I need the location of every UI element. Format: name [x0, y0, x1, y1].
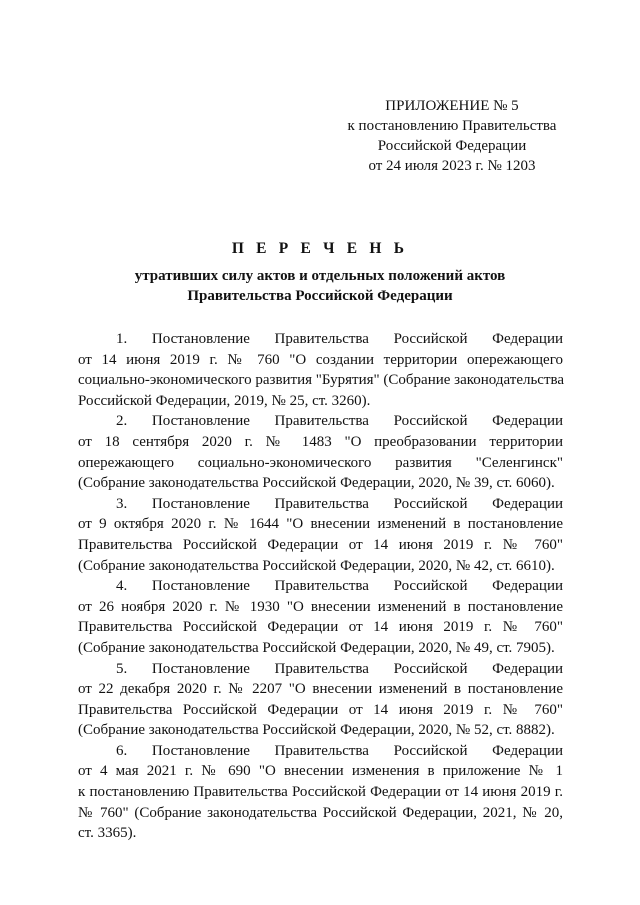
- list-item-line: к постановлению Правительства Российской Федерации от 14 июня 2019 г.: [78, 784, 563, 801]
- acts-list: [78, 329, 563, 844]
- list-item-line: (Собрание законодательства Российской Федерации, 2020, № 39, ст. 6060).: [78, 475, 555, 492]
- list-item-line: 1. Постановление Правительства Российской Федерации: [116, 331, 563, 347]
- list-item-line: социально-экономического развития "Бурятия" (Собрание законодательства: [78, 372, 565, 389]
- list-item-line: Правительства Российской Федерации от 14 июня 2019 г. № 760": [78, 536, 563, 553]
- document-title: П Е Р Е Ч Е Н Ь: [231, 240, 409, 257]
- list-item-line: Российской Федерации, 2019, № 25, ст. 3260).: [78, 392, 371, 409]
- list-item-line: Правительства Российской Федерации от 14 июня 2019 г. № 760": [78, 701, 563, 718]
- subtitle-line-1: утративших силу актов и отдельных положений актов: [134, 268, 506, 284]
- appendix-date-number: от 24 июля 2023 г. № 1203: [368, 158, 536, 174]
- list-item-line: от 18 сентября 2020 г. № 1483 "О преобразовании территории: [78, 433, 563, 450]
- list-item-line: (Собрание законодательства Российской Федерации, 2020, № 42, ст. 6610).: [78, 557, 555, 574]
- list-item-line: 5. Постановление Правительства Российской Федерации: [116, 660, 563, 677]
- list-item-line: опережающего социально-экономического развития "Селенгинск": [78, 454, 563, 471]
- list-item-2: [78, 411, 563, 493]
- list-item-line: от 22 декабря 2020 г. № 2207 "О внесении изменений в постановление: [78, 681, 563, 698]
- subtitle-line-2: Правительства Российской Федерации: [187, 288, 453, 304]
- list-item-line: от 26 ноября 2020 г. № 1930 "О внесении изменений в постановление: [78, 598, 563, 615]
- list-item-line: № 760" (Собрание законодательства Российской Федерации, 2021, № 20,: [78, 804, 563, 821]
- list-item-line: 6. Постановление Правительства Российской Федерации: [116, 742, 563, 759]
- appendix-number: ПРИЛОЖЕНИЕ № 5: [385, 98, 519, 114]
- appendix-header: [332, 96, 572, 176]
- list-item-line: от 14 июня 2019 г. № 760 "О создании территории опережающего: [78, 351, 563, 368]
- list-item-1: [78, 329, 563, 411]
- appendix-government: Российской Федерации: [377, 138, 527, 154]
- list-item-line: (Собрание законодательства Российской Федерации, 2020, № 52, ст. 8882).: [78, 722, 555, 739]
- list-item-line: (Собрание законодательства Российской Федерации, 2020, № 49, ст. 7905).: [78, 639, 555, 656]
- list-item-line: 3. Постановление Правительства Российской Федерации: [116, 495, 563, 512]
- list-item-line: от 4 мая 2021 г. № 690 "О внесении изменения в приложение № 1: [78, 763, 563, 780]
- list-item-4: [78, 576, 563, 658]
- document-subtitle: [0, 266, 640, 306]
- list-item-line: 2. Постановление Правительства Российской Федерации: [116, 413, 563, 430]
- list-item-line: от 9 октября 2020 г. № 1644 "О внесении изменений в постановление: [78, 516, 563, 533]
- list-item-line: ст. 3365).: [78, 825, 137, 842]
- list-item-line: 4. Постановление Правительства Российской Федерации: [116, 578, 563, 595]
- list-item-5: [78, 659, 563, 741]
- list-item-6: [78, 741, 563, 844]
- list-item-line: Правительства Российской Федерации от 14 июня 2019 г. № 760": [78, 619, 563, 636]
- list-item-3: [78, 494, 563, 576]
- appendix-resolution-ref: к постановлению Правительства: [347, 118, 557, 134]
